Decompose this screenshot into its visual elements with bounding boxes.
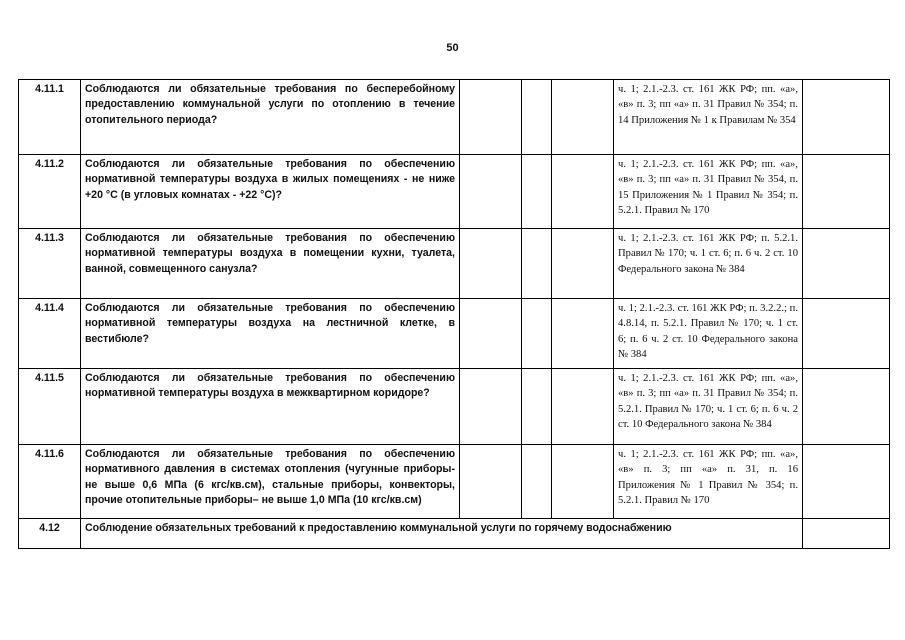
table-row [19,445,890,519]
empty-cell [552,155,614,229]
item-legal-reference: ч. 1; 2.1.-2.3. ст. 161 ЖК РФ; пп. «а», «в» п. 3; пп «а» п. 31 Правил № 354; п. 14 Приложения № 1 к Правилам № 354 [614,80,803,155]
page-number: 50 [446,42,459,54]
item-legal-reference: ч. 1; 2.1.-2.3. ст. 161 ЖК РФ; п. 5.2.1. Правил № 170; ч. 1 ст. 6; п. 6 ч. 2 ст. 10 Федерального закона № 384 [614,229,803,299]
empty-cell [803,80,890,155]
empty-cell [803,299,890,369]
empty-cell [522,445,552,519]
item-number: 4.11.4 [19,299,81,369]
section-title: Соблюдение обязательных требований к предоставлению коммунальной услуги по горячему водоснабжению [81,519,803,549]
checklist-table [18,79,890,549]
section-row [19,519,890,549]
table-row [19,299,890,369]
empty-cell [552,445,614,519]
empty-cell [552,229,614,299]
empty-cell [522,80,552,155]
empty-cell [803,229,890,299]
empty-cell [552,80,614,155]
item-number: 4.11.2 [19,155,81,229]
item-question: Соблюдаются ли обязательные требования по обеспечению нормативной температуры воздуха в помещении кухни, туалета, ванной, совмещенного санузла? [81,229,460,299]
empty-cell [552,299,614,369]
item-number: 4.11.3 [19,229,81,299]
item-question: Соблюдаются ли обязательные требования по обеспечению нормативной температуры воздуха в жилых помещениях - не ниже +20 °C (в угловых комнатах - +22 °C)? [81,155,460,229]
empty-cell [460,155,522,229]
empty-cell [803,445,890,519]
table-row [19,369,890,445]
empty-cell [522,155,552,229]
section-number: 4.12 [19,519,81,549]
empty-cell [460,299,522,369]
item-number: 4.11.6 [19,445,81,519]
empty-cell [522,369,552,445]
empty-cell [460,229,522,299]
item-question: Соблюдаются ли обязательные требования по обеспечению нормативного давления в системах отопления (чугунные приборы- не выше 0,6 МПа (6 кгс/кв.см), стальные приборы, конвекторы, прочие отопительные приборы– не выше 1,0 МПа (10 кгс/кв.см) [81,445,460,519]
empty-cell [460,369,522,445]
item-question: Соблюдаются ли обязательные требования по бесперебойному предоставлению коммунальной услуги по отоплению в течение отопительного периода? [81,80,460,155]
item-number: 4.11.5 [19,369,81,445]
item-legal-reference: ч. 1; 2.1.-2.3. ст. 161 ЖК РФ; пп. «а», «в» п. 3; пп «а» п. 31 Правил № 354; п. 5.2.1. Правил № 170; ч. 1 ст. 6; п. 6 ч. 2 ст. 10 Федерального закона № 384 [614,369,803,445]
table-row [19,80,890,155]
table-row [19,229,890,299]
empty-cell [460,80,522,155]
item-legal-reference: ч. 1; 2.1.-2.3. ст. 161 ЖК РФ; пп. «а», «в» п. 3; пп «а» п. 31 Правил № 354, п. 15 Приложения № 1 Правил № 354; п. 5.2.1. Правил № 170 [614,155,803,229]
empty-cell [522,229,552,299]
item-number: 4.11.1 [19,80,81,155]
empty-cell [803,519,890,549]
table-row [19,155,890,229]
empty-cell [460,445,522,519]
empty-cell [522,299,552,369]
empty-cell [803,369,890,445]
item-question: Соблюдаются ли обязательные требования по обеспечению нормативной температуры воздуха в межквартирном коридоре? [81,369,460,445]
item-question: Соблюдаются ли обязательные требования по обеспечению нормативной температуры воздуха на лестничной клетке, в вестибюле? [81,299,460,369]
empty-cell [552,369,614,445]
item-legal-reference: ч. 1; 2.1.-2.3. ст. 161 ЖК РФ; пп. «а», «в» п. 3; пп «а» п. 31, п. 16 Приложения № 1 Правил № 354; п. 5.2.1. Правил № 170 [614,445,803,519]
item-legal-reference: ч. 1; 2.1.-2.3. ст. 161 ЖК РФ; п. 3.2.2.; п. 4.8.14, п. 5.2.1. Правил № 170; ч. 1 ст. 6; п. 6 ч. 2 ст. 10 Федерального закона № 384 [614,299,803,369]
empty-cell [803,155,890,229]
